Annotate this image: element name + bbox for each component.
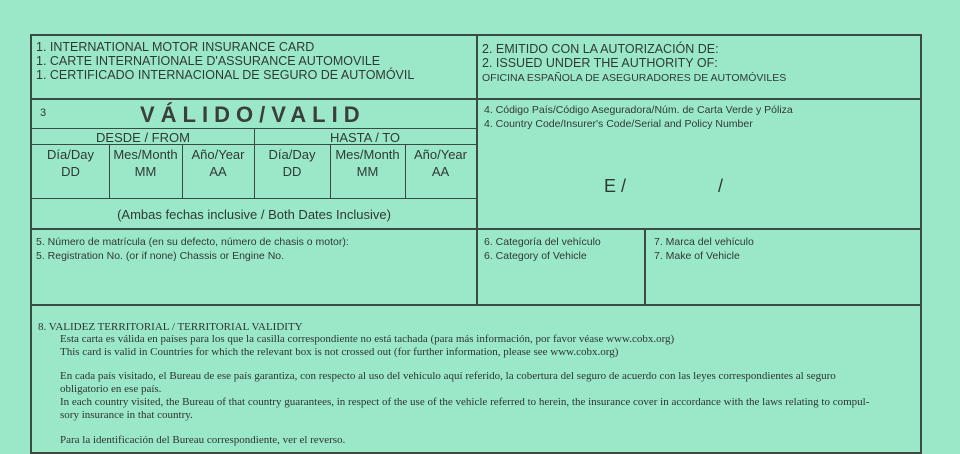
section8-p2-en-b: sory insurance in that country. xyxy=(60,409,193,421)
from-month-label: Mes/Month xyxy=(113,147,178,162)
to-label: HASTA / TO xyxy=(329,130,401,145)
to-day-label: Día/Day xyxy=(268,147,316,162)
from-year-label: Año/Year xyxy=(191,147,245,162)
section5-line2: 5. Registration No. (or if none) Chassis or Engine No. xyxy=(36,250,285,262)
to-year-label: Año/Year xyxy=(413,147,467,162)
divider-dates xyxy=(32,198,476,199)
code-separator: / xyxy=(718,176,724,196)
section2-line1: 2. EMITIDO CON LA AUTORIZACIÓN DE: xyxy=(482,42,719,56)
divider-row-5 xyxy=(32,304,922,306)
to-day-value: DD xyxy=(282,164,302,179)
country-code-prefix: E / xyxy=(604,176,627,196)
section8-p1-es: Esta carta es válida en países para los que la casilla correspondiente no está tachada (para más información, por favor véase www.cobx.org) xyxy=(60,333,675,345)
inclusive-note: (Ambas fechas inclusive / Both Dates Inclusive) xyxy=(117,207,391,222)
from-month-value: MM xyxy=(134,164,157,179)
divider-row-1 xyxy=(32,98,922,100)
section5-line1: 5. Número de matrícula (en su defecto, número de chasis o motor): xyxy=(36,236,349,248)
section2-line2: 2. ISSUED UNDER THE AUTHORITY OF: xyxy=(482,56,718,70)
section8-p1-en: This card is valid in Countries for which the relevant box is not crossed out (for further information, please see www.cobx.org) xyxy=(60,346,619,358)
divider-col-main xyxy=(476,36,478,306)
from-year-value: AA xyxy=(209,164,227,179)
section4-line2: 4. Country Code/Insurer's Code/Serial and Policy Number xyxy=(484,118,753,130)
section4-line1: 4. Código País/Código Aseguradora/Núm. de Carta Verde y Póliza xyxy=(484,104,793,116)
to-month-label: Mes/Month xyxy=(335,147,400,162)
section1-line2: 1. CARTE INTERNATIONALE D'ASSURANCE AUTOMOVILE xyxy=(36,54,381,68)
section3-number: 3 xyxy=(40,107,47,119)
section8-p2-es-a: En cada país visitado, el Bureau de ese país garantiza, con respecto al uso del vehículo aquí referido, la cobertura del seguro de acuerdo con las leyes correspondientes al seguro xyxy=(60,370,836,382)
section8-p2-es-b: obligatorio en ese país. xyxy=(60,383,162,395)
section6-line1: 6. Categoría del vehículo xyxy=(484,236,601,248)
valid-title: VÁLIDO/VALID xyxy=(140,102,366,127)
section7-line1: 7. Marca del vehículo xyxy=(654,236,754,248)
from-label: DESDE / FROM xyxy=(96,130,190,145)
to-year-value: AA xyxy=(431,164,450,179)
from-day-value: DD xyxy=(61,164,80,179)
to-month-value: MM xyxy=(356,164,379,179)
section8-p3-es: Para la identificación del Bureau correspondiente, ver el reverso. xyxy=(60,434,346,446)
from-day-label: Día/Day xyxy=(47,147,94,162)
insurance-card-form xyxy=(30,34,922,454)
reverse-side-bleed-through xyxy=(0,0,960,34)
section1-line3: 1. CERTIFICADO INTERNACIONAL DE SEGURO DE AUTOMÓVIL xyxy=(36,68,415,82)
section8-p2-en-a: In each country visited, the Bureau of that country guarantees, in respect of the use of the vehicle referred to herein, the insurance cover in accordance with the laws relating to compul- xyxy=(60,396,870,408)
divider-col-6-7 xyxy=(644,228,646,306)
section1-line1: 1. INTERNATIONAL MOTOR INSURANCE CARD xyxy=(36,40,315,54)
section2-authority: OFICINA ESPAÑOLA DE ASEGURADORES DE AUTOMÓVILES xyxy=(482,72,787,84)
section6-line2: 6. Category of Vehicle xyxy=(484,250,587,262)
section8-heading: 8. VALIDEZ TERRITORIAL / TERRITORIAL VALIDITY xyxy=(38,321,303,333)
divider-row-3 xyxy=(32,228,922,230)
section7-line2: 7. Make of Vehicle xyxy=(654,250,740,262)
